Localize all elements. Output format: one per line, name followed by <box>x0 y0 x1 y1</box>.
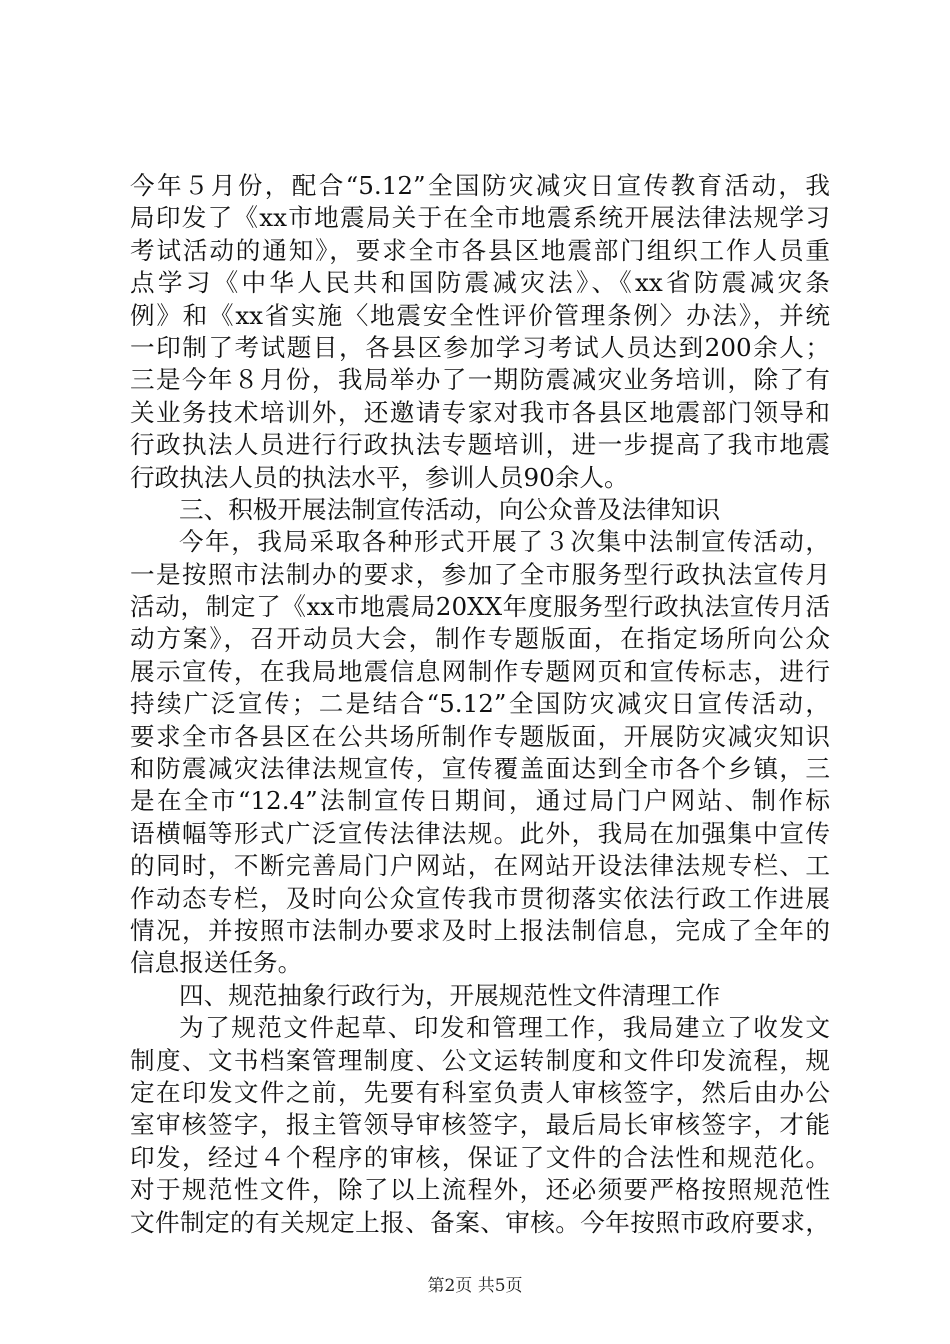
text-line: 对于规范性文件，除了以上流程外，还必须要严格按照规范性 <box>130 1175 830 1205</box>
text-line: 是在全市“12.4”法制宣传日期间，通过局门户网站、制作标 <box>130 786 830 816</box>
text-line: 持续广泛宣传；二是结合“5.12”全国防灾减灾日宣传活动， <box>130 689 830 719</box>
text-line: 印发，经过４个程序的审核，保证了文件的合法性和规范化。 <box>130 1142 830 1172</box>
text-line: 情况，并按照市法制办要求及时上报法制信息，完成了全年的 <box>130 915 830 945</box>
text-line: 要求全市各县区在公共场所制作专题版面，开展防灾减灾知识 <box>130 721 830 751</box>
text-line: 今年５月份，配合“5.12”全国防灾减灾日宣传教育活动，我 <box>130 171 830 200</box>
text-line: 语横幅等形式广泛宣传法律法规。此外，我局在加强集中宣传 <box>130 818 830 848</box>
text-line: 考试活动的通知》，要求全市各县区地震部门组织工作人员重 <box>130 235 830 265</box>
page-number: 第2页 共5页 <box>427 1276 523 1296</box>
text-line: 一印制了考试题目，各县区参加学习考试人员达到200余人； <box>130 332 830 362</box>
text-line: 三是今年８月份，我局举办了一期防震减灾业务培训，除了有 <box>130 365 830 395</box>
document-body <box>130 170 830 1239</box>
text-line: 的同时，不断完善局门户网站，在网站开设法律法规专栏、工 <box>130 851 830 881</box>
text-line: 活动，制定了《xx市地震局20XX年度服务型行政执法宣传月活 <box>130 592 830 622</box>
text-line: 例》和《xx省实施〈地震安全性评价管理条例〉办法》，并统 <box>130 300 830 330</box>
text-line: 行政执法人员进行行政执法专题培训，进一步提高了我市地震 <box>130 430 830 460</box>
text-line: 一是按照市法制办的要求，参加了全市服务型行政执法宣传月 <box>130 559 830 589</box>
text-line: 动方案》，召开动员大会，制作专题版面，在指定场所向公众 <box>130 624 830 654</box>
text-line: 和防震减灾法律法规宣传，宣传覆盖面达到全市各个乡镇，三 <box>130 754 830 784</box>
paragraph-first-line: 今年，我局采取各种形式开展了３次集中法制宣传活动， <box>179 527 830 557</box>
section-heading: 四、规范抽象行政行为，开展规范性文件清理工作 <box>179 980 721 1010</box>
section-heading: 三、积极开展法制宣传活动，向公众普及法律知识 <box>179 494 721 524</box>
text-line: 定在印发文件之前，先要有科室负责人审核签字，然后由办公 <box>130 1077 830 1107</box>
text-line: 信息报送任务。 <box>130 948 303 978</box>
text-line: 室审核签字，报主管领导审核签字，最后局长审核签字，才能 <box>130 1110 830 1140</box>
paragraph-first-line: 为了规范文件起草、印发和管理工作，我局建立了收发文 <box>179 1013 830 1043</box>
text-line: 局印发了《xx市地震局关于在全市地震系统开展法律法规学习 <box>130 203 830 233</box>
text-line: 关业务技术培训外，还邀请专家对我市各县区地震部门领导和 <box>130 397 830 427</box>
text-line: 展示宣传，在我局地震信息网制作专题网页和宣传标志，进行 <box>130 656 830 686</box>
text-line: 制度、文书档案管理制度、公文运转制度和文件印发流程，规 <box>130 1045 830 1075</box>
text-line: 文件制定的有关规定上报、备案、审核。今年按照市政府要求， <box>130 1207 830 1237</box>
text-line: 行政执法人员的执法水平，参训人员90余人。 <box>130 462 629 492</box>
text-line: 点学习《中华人民共和国防震减灾法》、《xx省防震减灾条 <box>130 268 830 298</box>
text-line: 作动态专栏，及时向公众宣传我市贯彻落实依法行政工作进展 <box>130 883 830 913</box>
